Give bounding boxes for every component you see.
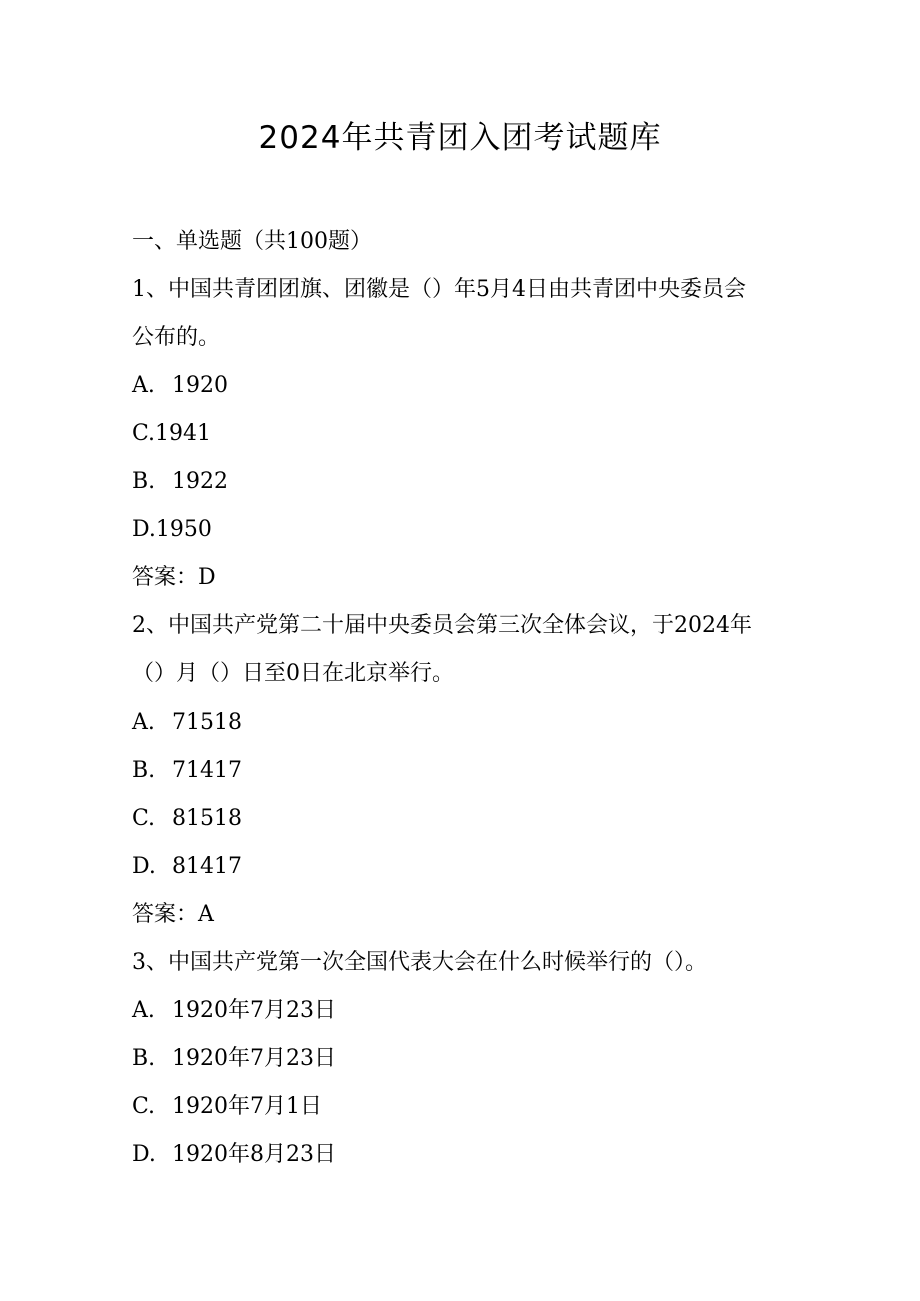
option-text: 1950 — [155, 517, 212, 542]
option-text: 1941 — [155, 421, 212, 446]
option-letter: A. — [132, 710, 155, 735]
option-text: 1920年8月23日 — [172, 1142, 336, 1167]
question-1-option-b — [132, 467, 228, 497]
option-text: 1920年7月23日 — [172, 998, 336, 1023]
document-title: 2024年共青团入团考试题库 — [258, 120, 662, 156]
option-text: 1920年7月1日 — [172, 1094, 322, 1119]
option-letter: D. — [132, 1142, 156, 1167]
question-2-option-d — [132, 852, 242, 882]
option-text: 81417 — [172, 854, 242, 879]
option-text: 1920年7月23日 — [172, 1046, 336, 1071]
question-1-stem: 1、中国共青团团旗、团徽是（）年5月4日由共青团中央委员会 — [132, 277, 746, 302]
option-letter: A. — [132, 998, 155, 1023]
question-2-option-c — [132, 804, 242, 834]
option-letter: D. — [132, 854, 156, 879]
question-2-stem: 2、中国共产党第二十届中央委员会第三次全体会议，于2024年 — [132, 613, 752, 638]
option-letter: B. — [132, 469, 156, 494]
option-letter: D. — [132, 517, 156, 542]
option-text: 1920 — [172, 373, 228, 398]
option-letter: C. — [132, 421, 156, 446]
question-1-option-a — [132, 371, 228, 401]
option-text: 71518 — [172, 710, 242, 735]
question-3-option-d — [132, 1140, 336, 1170]
option-letter: C. — [132, 806, 156, 831]
question-3-option-b — [132, 1044, 336, 1074]
section-heading: 一、单选题（共100题） — [132, 229, 372, 254]
option-letter: A. — [132, 373, 155, 398]
question-2-stem-continued: （）月（）日至0日在北京举行。 — [132, 661, 454, 686]
question-2-option-a — [132, 708, 242, 738]
option-text: 71417 — [172, 758, 242, 783]
question-2-answer: 答案：A — [132, 902, 214, 927]
question-3-option-c — [132, 1092, 322, 1122]
option-letter: C. — [132, 1094, 156, 1119]
question-1-answer: 答案：D — [132, 565, 216, 590]
question-3-stem: 3、中国共产党第一次全国代表大会在什么时候举行的（）。 — [132, 950, 707, 975]
option-text: 81518 — [172, 806, 242, 831]
question-1-option-d — [132, 515, 212, 545]
option-text: 1922 — [172, 469, 228, 494]
question-2-option-b — [132, 756, 242, 786]
question-1-option-c — [132, 419, 211, 449]
question-1-stem-continued: 公布的。 — [132, 325, 221, 350]
option-letter: B. — [132, 758, 156, 783]
option-letter: B. — [132, 1046, 156, 1071]
question-3-option-a — [132, 996, 336, 1026]
